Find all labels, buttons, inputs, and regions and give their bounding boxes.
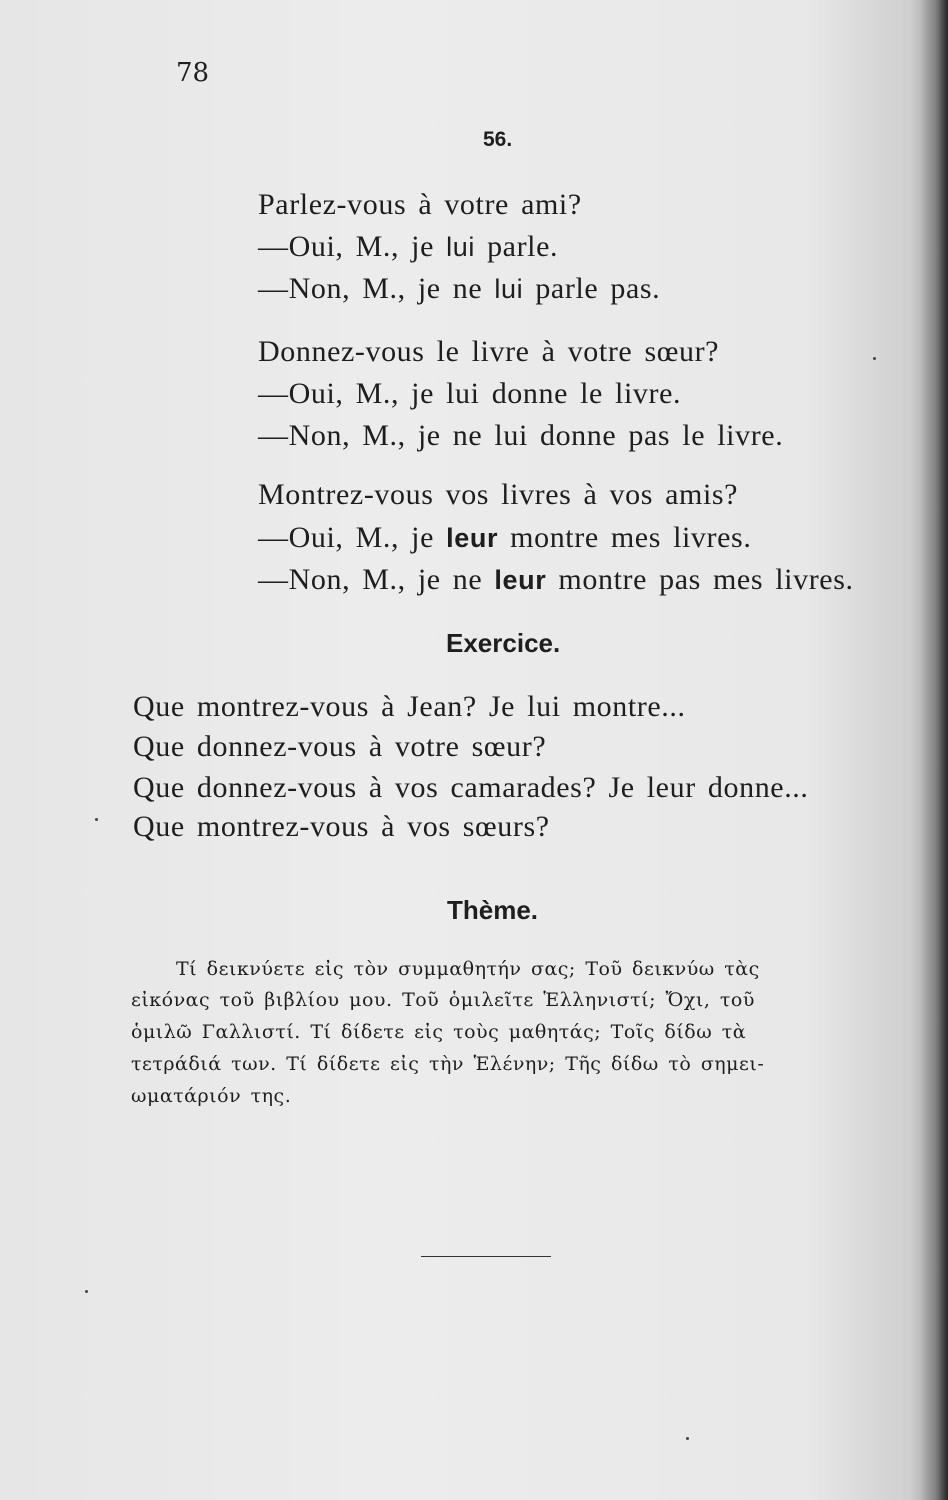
- dialog-answer-no: —Non, M., je ne lui donne pas le livre.: [258, 419, 784, 452]
- dialog-answer-yes: —Oui, M., je leur montre mes livres.: [258, 521, 752, 554]
- end-rule: [421, 1256, 551, 1257]
- exercice-heading: Exercice.: [446, 628, 561, 658]
- page-number: 78: [176, 58, 210, 88]
- dialog-question: Donnez-vous le livre à votre sœur?: [258, 335, 720, 368]
- dialog-answer-no: —Non, M., je ne leur montre pas mes livres.: [258, 563, 854, 596]
- paper-speck: [873, 357, 876, 360]
- paper-speck: [85, 1290, 88, 1293]
- pronoun-emphasis: lui: [446, 232, 475, 262]
- lesson-number: 56.: [483, 128, 513, 151]
- theme-heading: Thème.: [447, 895, 539, 925]
- dialog-answer-yes: —Oui, M., je lui parle.: [258, 230, 559, 263]
- pronoun-emphasis: lui: [494, 274, 524, 304]
- exercice-line: Que montrez-vous à vos sœurs?: [133, 810, 550, 843]
- dialog-question: Parlez-vous à votre ami?: [258, 188, 582, 221]
- exercice-line: Que donnez-vous à votre sœur?: [133, 730, 547, 763]
- theme-line: τετράδιά των. Τί δίδετε εἰς τὴν Ἑλένην; Τῆς δίδω τὸ σημει-: [131, 1053, 765, 1075]
- dialog-answer-no: —Non, M., je ne lui parle pas.: [258, 272, 661, 305]
- theme-line: ωματάριόν της.: [131, 1085, 292, 1107]
- theme-line: ὁμιλῶ Γαλλιστί. Τί δίδετε εἰς τοὺς μαθητάς; Τοῖς δίδω τὰ: [131, 1021, 747, 1043]
- exercice-line: Que montrez-vous à Jean? Je lui montre...: [133, 690, 686, 723]
- theme-line: Τί δεικνύετε εἰς τὸν συμμαθητήν σας; Τοῦ δεικνύω τὰς: [176, 958, 760, 980]
- pronoun-emphasis: leur: [494, 565, 547, 595]
- page-gutter-shadow: [920, 0, 948, 1500]
- pronoun-emphasis: leur: [446, 523, 499, 553]
- dialog-question: Montrez-vous vos livres à vos amis?: [258, 478, 739, 511]
- theme-line: εἰκόνας τοῦ βιβλίου μου. Τοῦ ὁμιλεῖτε Ἑλληνιστί; Ὄχι, τοῦ: [131, 989, 755, 1011]
- dialog-answer-yes: —Oui, M., je lui donne le livre.: [258, 377, 682, 410]
- exercice-line: Que donnez-vous à vos camarades? Je leur donne...: [133, 771, 809, 804]
- paper-speck: [95, 818, 98, 821]
- paper-speck: [686, 1437, 689, 1440]
